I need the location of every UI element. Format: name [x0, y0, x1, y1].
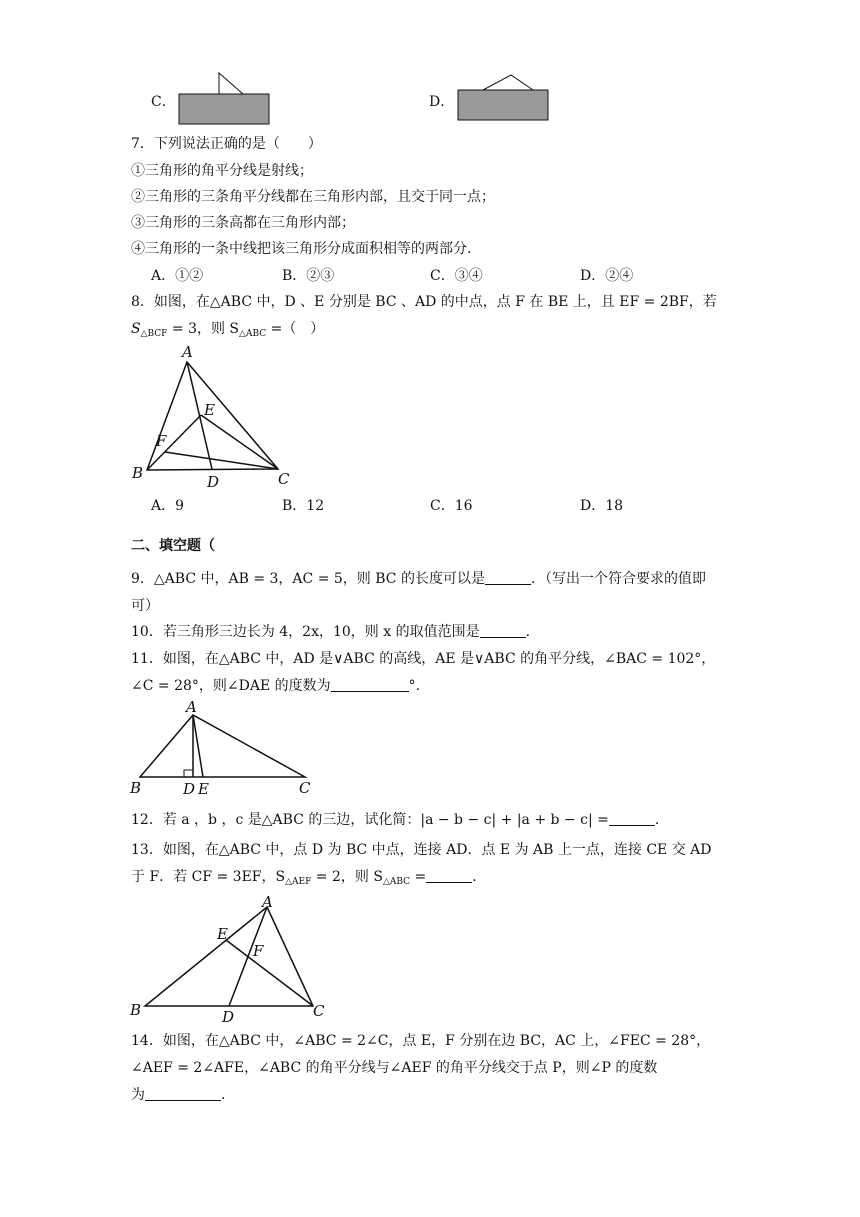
q14-line-1: 14．如图，在△ABC 中，∠ABC = 2∠C，点 E，F 分别在边 BC，AC 上，∠FEC = 28°，	[131, 1033, 711, 1049]
q6-option-d-figure	[455, 70, 555, 128]
q6-option-c-label: C．	[151, 94, 176, 110]
q13-answer-blank	[426, 868, 472, 883]
q8-label-e: E	[204, 401, 215, 419]
q11-label-d: D	[183, 780, 196, 798]
q8-option-a: A．9	[151, 498, 185, 514]
q13-label-e: E	[217, 925, 228, 943]
q10-answer-blank	[480, 623, 526, 638]
q11-answer-blank	[331, 677, 409, 692]
q8-triangle-figure	[125, 340, 300, 495]
q8-label-d: D	[207, 473, 220, 491]
section-2-title: 二、填空题（	[131, 538, 215, 554]
q8-line-2: $S_{\triangle BCF} = 3$，则 $S_{\triangle ABC}$ =（ ）	[131, 321, 325, 339]
q11-line-2: ∠C = 28°，则∠DAE 的度数为 °.	[131, 678, 421, 694]
q13-label-b: B	[130, 1001, 142, 1019]
q14-line-2: ∠AEF = 2∠AFE，∠ABC 的角平分线与∠AEF 的角平分线交于点 P，则∠P 的度数	[131, 1060, 658, 1076]
q8-label-a: A	[182, 343, 193, 361]
q7-option-b: B．②③	[282, 268, 335, 284]
q6-option-d-label: D．	[429, 94, 455, 110]
q7-statement-2: ②三角形的三条角平分线都在三角形内部，且交于同一点；	[131, 189, 495, 205]
q8-label-b: B	[132, 464, 144, 482]
q7-stem: 7．下列说法正确的是（ ）	[131, 136, 322, 152]
q7-statement-1: ①三角形的角平分线是射线；	[131, 163, 313, 179]
q6-option-c-figure	[175, 70, 275, 128]
q7-option-a: A．①②	[151, 268, 204, 284]
q11-label-b: B	[130, 779, 142, 797]
q8-line-1: 8．如图，在△ABC 中，D 、E 分别是 BC 、AD 的中点，点 F 在 BE 上，且 EF = 2BF，若	[131, 294, 717, 310]
q8-option-b: B．12	[282, 498, 325, 514]
q7-statement-3: ③三角形的三条高都在三角形内部；	[131, 215, 355, 231]
q7-option-c: C．③④	[430, 268, 483, 284]
q13-label-f: F	[253, 942, 264, 960]
q8-option-d: D．18	[580, 498, 624, 514]
q8-label-f: F	[156, 432, 167, 450]
q10-line: 10．若三角形三边长为 4，2x，10，则 x 的取值范围是 .	[131, 624, 531, 640]
q11-label-a: A	[186, 698, 197, 716]
q13-label-a: A	[262, 893, 273, 911]
q9-line-1: 9．△ABC 中，AB = 3，AC = 5，则 BC 的长度可以是 ．（写出一个符合要求的值即	[131, 571, 706, 587]
q9-line-2: 可）	[131, 598, 159, 614]
q13-label-d: D	[222, 1008, 235, 1025]
q8-option-c: C．16	[430, 498, 473, 514]
q13-label-c: C	[313, 1002, 325, 1020]
q7-statement-4: ④三角形的一条中线把该三角形分成面积相等的两部分.	[131, 241, 472, 257]
q12-line: 12．若 a ，b ，c 是△ABC 的三边，试化简：|a − b − c| + |a + b − c| = .	[131, 812, 660, 828]
q14-answer-blank	[145, 1086, 221, 1101]
q14-line-3: 为 .	[131, 1087, 226, 1103]
q13-line-1: 13．如图，在△ABC 中，点 D 为 BC 中点，连接 AD．点 E 为 AB 上一点，连接 CE 交 AD	[131, 842, 712, 858]
q11-line-1: 11．如图，在△ABC 中，AD 是∨ABC 的高线，AE 是∨ABC 的角平分线，∠BAC = 102°，	[131, 651, 716, 667]
q8-label-c: C	[278, 470, 290, 488]
q13-triangle-figure	[125, 892, 335, 1025]
q9-answer-blank	[485, 570, 531, 585]
q11-label-e: E	[198, 780, 209, 798]
q11-label-c: C	[299, 779, 311, 797]
q7-option-d: D．②④	[580, 268, 634, 284]
q13-line-2: 于 F．若 CF = 3EF，$S_{\triangle AEF} = 2$，则 $S_{\triangle ABC}$ = .	[131, 869, 477, 887]
q11-triangle-figure	[125, 697, 325, 800]
q12-answer-blank	[609, 811, 655, 826]
